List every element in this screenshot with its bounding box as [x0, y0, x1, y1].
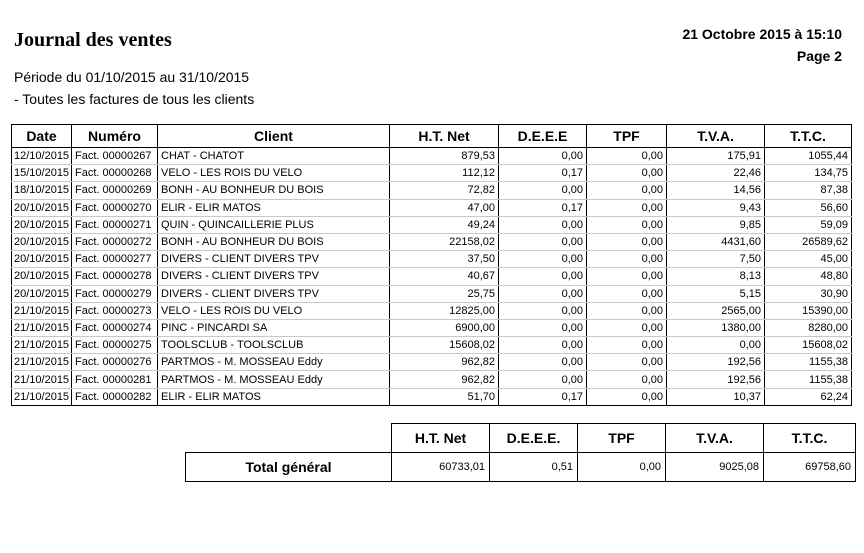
cell-tpf: 0,00: [587, 216, 667, 233]
table-row: [12, 165, 852, 182]
table-row: [12, 354, 852, 371]
cell-numero: Fact. 00000276: [72, 354, 158, 371]
cell-date: 18/10/2015: [12, 182, 72, 199]
cell-ht-net: 25,75: [390, 285, 499, 302]
cell-deee: 0,17: [499, 165, 587, 182]
cell-client: VELO - LES ROIS DU VELO: [158, 302, 390, 319]
cell-numero: Fact. 00000267: [72, 148, 158, 165]
cell-ht-net: 6900,00: [390, 319, 499, 336]
totals-header-ht-net: H.T. Net: [392, 424, 490, 453]
cell-client: PINC - PINCARDI SA: [158, 319, 390, 336]
cell-ht-net: 40,67: [390, 268, 499, 285]
cell-client: ELIR - ELIR MATOS: [158, 388, 390, 405]
report-period: Période du 01/10/2015 au 31/10/2015: [14, 69, 250, 85]
cell-date: 20/10/2015: [12, 233, 72, 250]
cell-ttc: 15390,00: [765, 302, 852, 319]
cell-numero: Fact. 00000277: [72, 251, 158, 268]
cell-tva: 192,56: [667, 371, 765, 388]
col-header-ht-net: H.T. Net: [390, 125, 499, 148]
totals-header-tva: T.V.A.: [666, 424, 764, 453]
totals-header-spacer: [186, 424, 392, 453]
table-row: [12, 337, 852, 354]
cell-tpf: 0,00: [587, 371, 667, 388]
cell-deee: 0,00: [499, 337, 587, 354]
cell-date: 21/10/2015: [12, 388, 72, 405]
cell-date: 20/10/2015: [12, 216, 72, 233]
table-header-row: [12, 125, 852, 148]
cell-ht-net: 879,53: [390, 148, 499, 165]
cell-tpf: 0,00: [587, 251, 667, 268]
cell-client: DIVERS - CLIENT DIVERS TPV: [158, 268, 390, 285]
table-row: [12, 371, 852, 388]
cell-client: QUIN - QUINCAILLERIE PLUS: [158, 216, 390, 233]
cell-date: 21/10/2015: [12, 371, 72, 388]
cell-client: BONH - AU BONHEUR DU BOIS: [158, 233, 390, 250]
cell-tva: 0,00: [667, 337, 765, 354]
total-ht-net: 60733,01: [392, 453, 490, 482]
cell-tva: 22,46: [667, 165, 765, 182]
cell-ttc: 59,09: [765, 216, 852, 233]
cell-ht-net: 51,70: [390, 388, 499, 405]
cell-tva: 192,56: [667, 354, 765, 371]
cell-deee: 0,00: [499, 319, 587, 336]
table-row: [12, 182, 852, 199]
cell-tva: 1380,00: [667, 319, 765, 336]
cell-ht-net: 112,12: [390, 165, 499, 182]
cell-date: 20/10/2015: [12, 268, 72, 285]
totals-table: [185, 423, 856, 482]
cell-date: 12/10/2015: [12, 148, 72, 165]
table-row: [12, 233, 852, 250]
cell-tpf: 0,00: [587, 148, 667, 165]
cell-ht-net: 37,50: [390, 251, 499, 268]
col-header-tva: T.V.A.: [667, 125, 765, 148]
page-number: Page 2: [796, 48, 842, 64]
cell-tpf: 0,00: [587, 302, 667, 319]
cell-numero: Fact. 00000282: [72, 388, 158, 405]
cell-tpf: 0,00: [587, 354, 667, 371]
col-header-client: Client: [158, 125, 390, 148]
totals-row: [186, 453, 856, 482]
totals-header-row: [186, 424, 856, 453]
cell-client: ELIR - ELIR MATOS: [158, 199, 390, 216]
col-header-numero: Numéro: [72, 125, 158, 148]
cell-ttc: 1055,44: [765, 148, 852, 165]
cell-tva: 175,91: [667, 148, 765, 165]
cell-tpf: 0,00: [587, 165, 667, 182]
cell-tpf: 0,00: [587, 319, 667, 336]
cell-numero: Fact. 00000271: [72, 216, 158, 233]
cell-ttc: 56,60: [765, 199, 852, 216]
cell-tpf: 0,00: [587, 268, 667, 285]
cell-date: 20/10/2015: [12, 285, 72, 302]
cell-ttc: 134,75: [765, 165, 852, 182]
table-row: [12, 285, 852, 302]
cell-client: PARTMOS - M. MOSSEAU Eddy: [158, 371, 390, 388]
cell-ttc: 1155,38: [765, 371, 852, 388]
table-row: [12, 302, 852, 319]
cell-client: BONH - AU BONHEUR DU BOIS: [158, 182, 390, 199]
cell-tva: 9,43: [667, 199, 765, 216]
cell-tpf: 0,00: [587, 233, 667, 250]
cell-ttc: 48,80: [765, 268, 852, 285]
cell-ttc: 8280,00: [765, 319, 852, 336]
cell-ht-net: 47,00: [390, 199, 499, 216]
table-row: [12, 268, 852, 285]
cell-ht-net: 12825,00: [390, 302, 499, 319]
cell-numero: Fact. 00000279: [72, 285, 158, 302]
sales-journal-table: [11, 124, 852, 406]
cell-numero: Fact. 00000269: [72, 182, 158, 199]
table-body: [12, 148, 852, 406]
cell-ht-net: 15608,02: [390, 337, 499, 354]
cell-client: VELO - LES ROIS DU VELO: [158, 165, 390, 182]
col-header-deee: D.E.E.E: [499, 125, 587, 148]
cell-ht-net: 962,82: [390, 371, 499, 388]
cell-ttc: 26589,62: [765, 233, 852, 250]
cell-numero: Fact. 00000272: [72, 233, 158, 250]
cell-ttc: 1155,38: [765, 354, 852, 371]
totals-header-tpf: TPF: [578, 424, 666, 453]
cell-tpf: 0,00: [587, 199, 667, 216]
total-tva: 9025,08: [666, 453, 764, 482]
cell-numero: Fact. 00000268: [72, 165, 158, 182]
total-general-label: Total général: [186, 453, 392, 482]
cell-ttc: 87,38: [765, 182, 852, 199]
cell-deee: 0,17: [499, 388, 587, 405]
cell-numero: Fact. 00000274: [72, 319, 158, 336]
cell-deee: 0,00: [499, 268, 587, 285]
cell-ttc: 62,24: [765, 388, 852, 405]
cell-tpf: 0,00: [587, 388, 667, 405]
report-filter: - Toutes les factures de tous les clients: [14, 91, 255, 107]
cell-tpf: 0,00: [587, 337, 667, 354]
table-row: [12, 216, 852, 233]
cell-deee: 0,00: [499, 216, 587, 233]
cell-ht-net: 962,82: [390, 354, 499, 371]
col-header-tpf: TPF: [587, 125, 667, 148]
cell-tva: 10,37: [667, 388, 765, 405]
table-row: [12, 319, 852, 336]
cell-numero: Fact. 00000278: [72, 268, 158, 285]
cell-deee: 0,00: [499, 371, 587, 388]
cell-deee: 0,00: [499, 148, 587, 165]
cell-client: DIVERS - CLIENT DIVERS TPV: [158, 285, 390, 302]
cell-date: 15/10/2015: [12, 165, 72, 182]
cell-deee: 0,00: [499, 285, 587, 302]
cell-date: 21/10/2015: [12, 337, 72, 354]
cell-ttc: 30,90: [765, 285, 852, 302]
cell-date: 21/10/2015: [12, 319, 72, 336]
cell-tpf: 0,00: [587, 182, 667, 199]
cell-numero: Fact. 00000270: [72, 199, 158, 216]
cell-tva: 7,50: [667, 251, 765, 268]
cell-tpf: 0,00: [587, 285, 667, 302]
cell-date: 21/10/2015: [12, 302, 72, 319]
totals-header-ttc: T.T.C.: [764, 424, 856, 453]
total-deee: 0,51: [490, 453, 578, 482]
cell-tva: 2565,00: [667, 302, 765, 319]
table-row: [12, 388, 852, 405]
cell-client: DIVERS - CLIENT DIVERS TPV: [158, 251, 390, 268]
report-title: Journal des ventes: [14, 29, 172, 51]
cell-tva: 8,13: [667, 268, 765, 285]
cell-ht-net: 72,82: [390, 182, 499, 199]
cell-client: CHAT - CHATOT: [158, 148, 390, 165]
cell-tva: 5,15: [667, 285, 765, 302]
cell-numero: Fact. 00000281: [72, 371, 158, 388]
cell-ttc: 45,00: [765, 251, 852, 268]
cell-ttc: 15608,02: [765, 337, 852, 354]
cell-deee: 0,00: [499, 302, 587, 319]
cell-date: 21/10/2015: [12, 354, 72, 371]
cell-date: 20/10/2015: [12, 199, 72, 216]
cell-tva: 4431,60: [667, 233, 765, 250]
cell-tva: 14,56: [667, 182, 765, 199]
cell-deee: 0,00: [499, 251, 587, 268]
cell-deee: 0,00: [499, 182, 587, 199]
cell-ht-net: 49,24: [390, 216, 499, 233]
cell-deee: 0,00: [499, 233, 587, 250]
cell-ht-net: 22158,02: [390, 233, 499, 250]
cell-deee: 0,17: [499, 199, 587, 216]
total-tpf: 0,00: [578, 453, 666, 482]
col-header-ttc: T.T.C.: [765, 125, 852, 148]
totals-header-deee: D.E.E.E.: [490, 424, 578, 453]
total-ttc: 69758,60: [764, 453, 856, 482]
cell-numero: Fact. 00000273: [72, 302, 158, 319]
cell-client: PARTMOS - M. MOSSEAU Eddy: [158, 354, 390, 371]
report-datetime: 21 Octobre 2015 à 15:10: [682, 26, 842, 42]
cell-tva: 9,85: [667, 216, 765, 233]
cell-numero: Fact. 00000275: [72, 337, 158, 354]
cell-deee: 0,00: [499, 354, 587, 371]
table-row: [12, 251, 852, 268]
cell-date: 20/10/2015: [12, 251, 72, 268]
table-row: [12, 199, 852, 216]
col-header-date: Date: [12, 125, 72, 148]
table-row: [12, 148, 852, 165]
cell-client: TOOLSCLUB - TOOLSCLUB: [158, 337, 390, 354]
